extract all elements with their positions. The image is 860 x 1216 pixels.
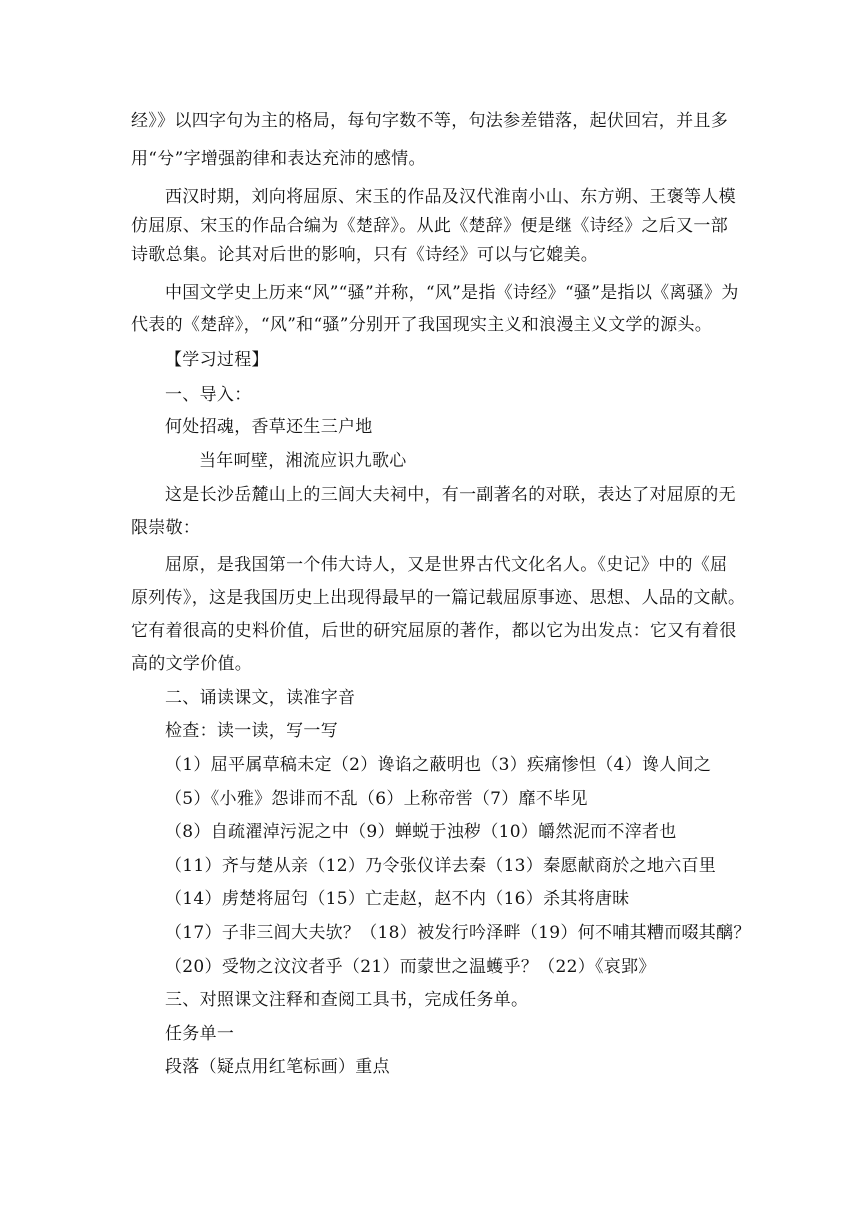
text-line: 西汉时期，刘向将屈原、宋玉的作品及汉代淮南小山、东方朔、王褒等人模 (165, 187, 736, 207)
text-line: 这是长沙岳麓山上的三闾大夫祠中，有一副著名的对联，表达了对屈原的无 (165, 485, 736, 505)
list-item: （20）受物之汶汶者乎（21）而蒙世之温蠖乎？（22）《哀郢》 (165, 957, 656, 977)
text-line: 限崇敬： (131, 518, 201, 538)
text-line: 高的文学价值。 (131, 654, 253, 674)
text-line: 代表的《楚辞》，“风”和“骚”分别开了我国现实主义和浪漫主义文学的源头。 (131, 315, 713, 335)
couplet-line: 何处招魂，香草还生三户地 (165, 417, 373, 437)
text-line: 原列传》，这是我国历史上出现得最早的一篇记载屈原事迹、思想、人品的文献。 (131, 588, 746, 608)
section-heading: 二、诵读课文，读准字音 (165, 688, 356, 708)
list-item: （5）《小雅》怨诽而不乱（6）上称帝喾（7）靡不毕见 (165, 789, 588, 809)
list-item: （8）自疏濯淖污泥之中（9）蝉蜕于浊秽（10）皭然泥而不滓者也 (165, 822, 677, 842)
text-line: 用“兮”字增强韵律和表达充沛的感情。 (131, 149, 426, 169)
section-heading: 三、对照课文注释和查阅工具书，完成任务单。 (165, 990, 529, 1010)
text-line: 它有着很高的史料价值，后世的研究屈原的著作，都以它为出发点：它又有着很 (131, 621, 737, 641)
list-item: （11）齐与楚从亲（12）乃令张仪详去秦（13）秦愿献商於之地六百里 (165, 856, 717, 876)
text-line: 段落（疑点用红笔标画）重点 (165, 1057, 390, 1077)
section-heading: 【学习过程】 (165, 350, 269, 370)
text-line: 诗歌总集。论其对后世的影响，只有《诗经》可以与它媲美。 (131, 245, 599, 265)
text-line: 中国文学史上历来“风”“骚”并称，“风”是指《诗经》“骚”是指以《离骚》为 (165, 283, 739, 303)
text-line: 检查：读一读，写一写 (165, 721, 338, 741)
text-line: 屈原，是我国第一个伟大诗人，又是世界古代文化名人。《史记》中的《屈 (165, 555, 728, 575)
list-item: （17）子非三闾大夫欤？（18）被发行吟泽畔（19）何不哺其糟而啜其醨？ (165, 923, 751, 943)
text-line: 任务单一 (165, 1024, 235, 1044)
section-heading: 一、导入： (165, 385, 252, 405)
list-item: （1）屈平属草稿未定（2）谗谄之蔽明也（3）疾痛惨怛（4）谗人间之 (165, 755, 712, 775)
text-line: 经》》以四字句为主的格局，每句字数不等，句法参差错落，起伏回宕，并且多 (131, 111, 728, 131)
list-item: （14）虏楚将屈匄（15）亡走赵，赵不内（16）杀其将唐昧 (165, 889, 630, 909)
text-line: 仿屈原、宋玉的作品合编为《楚辞》。从此《楚辞》便是继《诗经》之后又一部 (131, 216, 728, 236)
couplet-line: 当年呵壁，湘流应识九歌心 (199, 451, 407, 471)
